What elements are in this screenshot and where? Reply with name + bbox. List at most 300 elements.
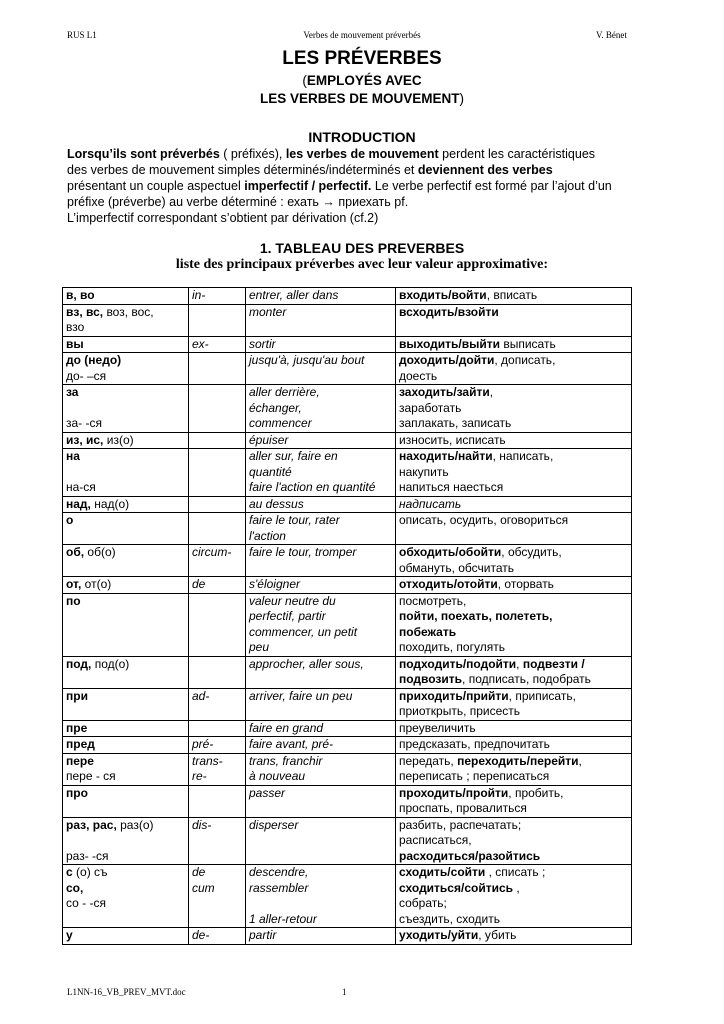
preverb-cell bbox=[63, 593, 189, 656]
cell-text: ad- bbox=[192, 688, 210, 703]
cell-text: faire l'action en quantité bbox=[249, 480, 376, 494]
cell-line bbox=[249, 625, 392, 641]
cell-text: побежать bbox=[399, 624, 457, 639]
cell-line bbox=[399, 609, 628, 625]
cell-text: passer bbox=[249, 785, 286, 800]
intro-text: приехать pf. bbox=[334, 195, 409, 209]
meaning-cell bbox=[246, 336, 396, 353]
cell-line bbox=[399, 545, 628, 561]
cell-line bbox=[399, 737, 628, 753]
table-row bbox=[63, 513, 632, 545]
cell-line bbox=[249, 513, 392, 529]
table-row bbox=[63, 737, 632, 754]
cell-text: (о) съ bbox=[72, 865, 108, 879]
cell-text: доесть bbox=[399, 368, 438, 383]
examples-cell bbox=[396, 785, 632, 817]
cell-line bbox=[66, 689, 185, 705]
examples-cell bbox=[396, 304, 632, 336]
table-row bbox=[63, 928, 632, 945]
table-row bbox=[63, 304, 632, 336]
preverb-cell bbox=[63, 865, 189, 928]
cell-line bbox=[192, 337, 242, 353]
examples-cell bbox=[396, 432, 632, 449]
intro-text: imperfectif / perfectif. bbox=[244, 179, 372, 193]
cell-line bbox=[249, 689, 392, 705]
cell-line bbox=[399, 577, 628, 593]
preverb-cell bbox=[63, 513, 189, 545]
cell-line bbox=[66, 865, 185, 881]
cell-line bbox=[249, 385, 392, 401]
cell-text: расходиться/разойтись bbox=[399, 848, 541, 863]
preverb-cell bbox=[63, 817, 189, 865]
latin-equivalent-cell bbox=[189, 928, 246, 945]
table-row bbox=[63, 593, 632, 656]
preverb-cell bbox=[63, 496, 189, 513]
header-center: Verbes de mouvement préverbés bbox=[303, 30, 421, 40]
table-row bbox=[63, 353, 632, 385]
cell-line bbox=[399, 433, 628, 449]
cell-text: faire en grand bbox=[249, 720, 324, 735]
cell-line bbox=[66, 849, 185, 865]
cell-text: , обсудить, bbox=[501, 545, 562, 559]
cell-text: s'éloigner bbox=[249, 577, 300, 591]
cell-line bbox=[66, 786, 185, 802]
cell-text: подвезти / bbox=[522, 656, 585, 671]
cell-text: approcher, aller sous, bbox=[249, 656, 364, 671]
intro-line bbox=[67, 162, 667, 178]
header-right: V. Bénet bbox=[596, 30, 627, 40]
cell-line bbox=[249, 465, 392, 481]
cell-line bbox=[66, 833, 185, 849]
cell-text: о bbox=[66, 513, 74, 527]
cell-line bbox=[249, 896, 392, 912]
cell-text: выходить/выйти bbox=[399, 336, 501, 351]
cell-line bbox=[66, 320, 185, 336]
latin-equivalent-cell bbox=[189, 720, 246, 737]
cell-text: commencer, un petit bbox=[249, 624, 358, 639]
table-row bbox=[63, 336, 632, 353]
cell-text: disperser bbox=[249, 817, 299, 832]
cell-text: faire le tour, rater bbox=[249, 513, 340, 527]
cell-text: ex- bbox=[192, 336, 209, 351]
cell-text: выписать bbox=[500, 336, 556, 351]
cell-text: подвозить bbox=[399, 672, 463, 686]
latin-equivalent-cell bbox=[189, 656, 246, 688]
table-row bbox=[63, 496, 632, 513]
preverb-cell bbox=[63, 304, 189, 336]
cell-text: trans- bbox=[192, 753, 223, 768]
cell-text: , пробить, bbox=[508, 785, 564, 800]
cell-line bbox=[192, 881, 242, 897]
meaning-cell bbox=[246, 545, 396, 577]
cell-text: , убить bbox=[478, 928, 517, 942]
intro-text: L’imperfectif correspondant s’obtient par dérivation (cf.2) bbox=[67, 211, 379, 225]
intro-text: préfixe (préverbe) au verbe déterminé : ехать bbox=[67, 195, 323, 209]
cell-line bbox=[66, 577, 185, 593]
examples-cell bbox=[396, 928, 632, 945]
table-row bbox=[63, 865, 632, 928]
cell-text: , bbox=[513, 880, 520, 895]
latin-equivalent-cell bbox=[189, 737, 246, 754]
cell-line bbox=[399, 305, 628, 321]
cell-text: , bbox=[578, 753, 582, 768]
latin-equivalent-cell bbox=[189, 432, 246, 449]
intro-text: les verbes de mouvement bbox=[285, 147, 439, 161]
cell-line bbox=[249, 912, 392, 928]
cell-text: вы bbox=[66, 336, 84, 351]
cell-text: valeur neutre du bbox=[249, 593, 336, 608]
footer-filename: L1NN-16_VB_PREV_MVT.doc bbox=[67, 987, 186, 997]
latin-equivalent-cell bbox=[189, 865, 246, 928]
cell-line bbox=[399, 896, 628, 912]
cell-text: заходить/зайти bbox=[399, 385, 490, 399]
cell-line bbox=[249, 818, 392, 834]
cell-text: доходить/дойти bbox=[399, 353, 495, 367]
cell-text: , приписать, bbox=[508, 688, 576, 703]
meaning-cell bbox=[246, 385, 396, 433]
intro-paragraph bbox=[67, 146, 667, 226]
meaning-cell bbox=[246, 496, 396, 513]
subtitle-line-2: LES VERBES DE MOUVEMENT) bbox=[259, 91, 465, 106]
preverb-cell bbox=[63, 928, 189, 945]
latin-equivalent-cell bbox=[189, 817, 246, 865]
section-heading: 1. TABLEAU DES PREVERBES bbox=[259, 240, 465, 256]
examples-cell bbox=[396, 385, 632, 433]
cell-text: descendre, bbox=[249, 865, 309, 879]
cell-text: пред bbox=[66, 737, 95, 751]
meaning-cell bbox=[246, 720, 396, 737]
cell-text: отходить/отойти bbox=[399, 577, 498, 591]
cell-line bbox=[399, 818, 628, 834]
cell-line bbox=[249, 754, 392, 770]
cell-text: со - -ся bbox=[66, 896, 106, 910]
examples-cell bbox=[396, 545, 632, 577]
cell-line bbox=[399, 657, 628, 673]
cell-text: de bbox=[192, 577, 206, 591]
cell-line bbox=[249, 769, 392, 785]
cell-line bbox=[249, 529, 392, 545]
cell-text: переходить/перейти bbox=[457, 753, 579, 768]
cell-text: partir bbox=[249, 928, 277, 942]
intro-line bbox=[67, 178, 667, 194]
cell-line bbox=[399, 833, 628, 849]
cell-text: de bbox=[192, 865, 206, 879]
cell-text: arriver, faire un peu bbox=[249, 688, 353, 703]
intro-text: → bbox=[322, 195, 335, 209]
intro-text: des verbes de mouvement simples déterminés/indéterminés et bbox=[67, 163, 418, 177]
cell-line bbox=[66, 721, 185, 737]
cell-line bbox=[66, 465, 185, 481]
cell-text: раз- -ся bbox=[66, 848, 109, 863]
cell-text: пере - ся bbox=[66, 769, 116, 783]
cell-line bbox=[399, 480, 628, 496]
meaning-cell bbox=[246, 304, 396, 336]
cell-line bbox=[192, 928, 242, 944]
cell-text: под(о) bbox=[91, 656, 130, 671]
cell-line bbox=[192, 288, 242, 304]
cell-text: , оторвать bbox=[497, 577, 554, 591]
cell-line bbox=[192, 577, 242, 593]
cell-line bbox=[249, 337, 392, 353]
preverb-cell bbox=[63, 577, 189, 594]
cell-line bbox=[249, 480, 392, 496]
cell-text: circum- bbox=[192, 545, 232, 559]
table-row bbox=[63, 785, 632, 817]
cell-line bbox=[399, 625, 628, 641]
cell-text: приходить/прийти bbox=[399, 688, 509, 703]
cell-text: jusqu'à, jusqu'au bout bbox=[249, 353, 365, 367]
cell-line bbox=[399, 513, 628, 529]
cell-text: l'action bbox=[249, 528, 286, 543]
examples-cell bbox=[396, 496, 632, 513]
meaning-cell bbox=[246, 656, 396, 688]
cell-text: обходить/обойти bbox=[399, 545, 502, 559]
cell-line bbox=[399, 401, 628, 417]
cell-line bbox=[399, 594, 628, 610]
meaning-cell bbox=[246, 928, 396, 945]
intro-text: présentant un couple aspectuel bbox=[67, 179, 245, 193]
cell-line bbox=[66, 769, 185, 785]
meaning-cell bbox=[246, 432, 396, 449]
cell-line bbox=[399, 288, 628, 304]
cell-text: об, bbox=[66, 545, 85, 559]
cell-text: передать, bbox=[399, 753, 458, 768]
cell-line bbox=[399, 769, 628, 785]
cell-text: pré- bbox=[192, 737, 214, 751]
cell-line bbox=[66, 545, 185, 561]
cell-line bbox=[249, 657, 392, 673]
meaning-cell bbox=[246, 513, 396, 545]
cell-text: уходить/уйти bbox=[399, 928, 479, 942]
examples-cell bbox=[396, 865, 632, 928]
table-caption: liste des principaux préverbes avec leur valeur approximative: bbox=[175, 257, 549, 272]
cell-text: échanger, bbox=[249, 400, 302, 415]
cell-text: сходить/сойти bbox=[399, 865, 486, 879]
cell-text: заработать bbox=[399, 400, 462, 415]
examples-cell bbox=[396, 753, 632, 785]
table-row bbox=[63, 720, 632, 737]
cell-line bbox=[66, 353, 185, 369]
cell-line bbox=[66, 305, 185, 321]
cell-line bbox=[66, 480, 185, 496]
cell-line bbox=[249, 865, 392, 881]
meaning-cell bbox=[246, 753, 396, 785]
cell-text: при bbox=[66, 688, 88, 703]
cell-text: , вписать bbox=[486, 288, 538, 302]
cell-text: съездить, сходить bbox=[399, 911, 500, 926]
table-row bbox=[63, 817, 632, 865]
cell-line bbox=[66, 737, 185, 753]
cell-line bbox=[399, 865, 628, 881]
preverb-cell bbox=[63, 785, 189, 817]
cell-line bbox=[249, 401, 392, 417]
cell-text: trans, franchir bbox=[249, 753, 323, 768]
examples-cell bbox=[396, 688, 632, 720]
cell-line bbox=[249, 640, 392, 656]
cell-text: воз, вос, bbox=[103, 304, 154, 319]
intro-heading: INTRODUCTION bbox=[308, 129, 416, 145]
latin-equivalent-cell bbox=[189, 513, 246, 545]
examples-cell bbox=[396, 577, 632, 594]
meaning-cell bbox=[246, 785, 396, 817]
preverb-cell bbox=[63, 288, 189, 305]
cell-text: приоткрыть, присесть bbox=[399, 704, 521, 718]
latin-equivalent-cell bbox=[189, 336, 246, 353]
cell-text: проходить/пройти bbox=[399, 785, 509, 800]
cell-line bbox=[399, 353, 628, 369]
cell-line bbox=[66, 754, 185, 770]
cell-line bbox=[399, 497, 628, 513]
cell-text: заплакать, записать bbox=[399, 416, 512, 430]
cell-text: сходиться/сойтись bbox=[399, 880, 514, 895]
cell-text: по bbox=[66, 593, 81, 608]
cell-line bbox=[249, 594, 392, 610]
cell-text: предсказать, предпочитать bbox=[399, 737, 550, 751]
cell-text: над(о) bbox=[90, 496, 130, 511]
latin-equivalent-cell bbox=[189, 496, 246, 513]
cell-line bbox=[66, 449, 185, 465]
cell-line bbox=[399, 385, 628, 401]
preverb-cell bbox=[63, 385, 189, 433]
cell-line bbox=[66, 881, 185, 897]
preverb-cell bbox=[63, 449, 189, 497]
cell-text: напиться наесться bbox=[399, 480, 504, 494]
table-row bbox=[63, 449, 632, 497]
intro-text: Lorsqu’ils sont préverbés bbox=[67, 147, 220, 161]
intro-line bbox=[67, 210, 667, 226]
meaning-cell bbox=[246, 593, 396, 656]
cell-line bbox=[399, 672, 628, 688]
preverb-cell bbox=[63, 688, 189, 720]
examples-cell bbox=[396, 720, 632, 737]
cell-text: cum bbox=[192, 880, 215, 895]
examples-cell bbox=[396, 336, 632, 353]
meaning-cell bbox=[246, 577, 396, 594]
cell-text: , подписать, подобрать bbox=[462, 672, 591, 686]
cell-line bbox=[399, 449, 628, 465]
examples-cell bbox=[396, 353, 632, 385]
examples-cell bbox=[396, 288, 632, 305]
cell-text: rassembler bbox=[249, 880, 309, 895]
cell-line bbox=[66, 416, 185, 432]
table-row bbox=[63, 577, 632, 594]
cell-line bbox=[399, 928, 628, 944]
cell-text: aller sur, faire en bbox=[249, 449, 338, 463]
cell-line bbox=[249, 786, 392, 802]
table-row bbox=[63, 288, 632, 305]
cell-text: aller derrière, bbox=[249, 385, 320, 399]
cell-line bbox=[66, 928, 185, 944]
latin-equivalent-cell bbox=[189, 353, 246, 385]
cell-line bbox=[399, 561, 628, 577]
cell-line bbox=[249, 288, 392, 304]
preverb-table bbox=[62, 287, 632, 945]
cell-line bbox=[399, 881, 628, 897]
cell-line bbox=[399, 849, 628, 865]
cell-text: раз(о) bbox=[116, 817, 154, 832]
cell-text: от(о) bbox=[81, 577, 112, 591]
cell-text: преувеличить bbox=[399, 720, 476, 735]
cell-text: над, bbox=[66, 496, 91, 511]
cell-text: под, bbox=[66, 656, 92, 671]
cell-line bbox=[399, 801, 628, 817]
cell-line bbox=[249, 881, 392, 897]
cell-line bbox=[399, 465, 628, 481]
cell-line bbox=[399, 337, 628, 353]
cell-line bbox=[66, 401, 185, 417]
table-row bbox=[63, 545, 632, 577]
preverb-cell bbox=[63, 336, 189, 353]
cell-text: за bbox=[66, 385, 79, 399]
cell-text: обмануть, обсчитать bbox=[399, 560, 515, 575]
cell-line bbox=[249, 353, 392, 369]
cell-text: на-ся bbox=[66, 480, 96, 494]
cell-line bbox=[399, 912, 628, 928]
cell-text: re- bbox=[192, 769, 207, 783]
cell-line bbox=[249, 497, 392, 513]
cell-text: из(о) bbox=[103, 432, 134, 447]
latin-equivalent-cell bbox=[189, 785, 246, 817]
cell-line bbox=[399, 369, 628, 385]
cell-line bbox=[192, 865, 242, 881]
cell-text: quantité bbox=[249, 464, 292, 479]
cell-text: , дописать, bbox=[494, 353, 556, 367]
page-number: 1 bbox=[342, 987, 347, 997]
latin-equivalent-cell bbox=[189, 288, 246, 305]
cell-line bbox=[399, 640, 628, 656]
cell-text: пре bbox=[66, 720, 88, 735]
intro-line bbox=[67, 194, 667, 210]
examples-cell bbox=[396, 513, 632, 545]
preverb-cell bbox=[63, 737, 189, 754]
cell-text: , bbox=[516, 656, 523, 671]
intro-line bbox=[67, 146, 667, 162]
header-left: RUS L1 bbox=[67, 30, 97, 40]
cell-line bbox=[66, 433, 185, 449]
cell-text: от, bbox=[66, 577, 82, 591]
cell-text: описать, осудить, оговориться bbox=[399, 513, 569, 527]
cell-text: пере bbox=[66, 753, 94, 768]
cell-line bbox=[192, 754, 242, 770]
intro-text: Le verbe perfectif est formé par l’ajout d’un bbox=[371, 179, 612, 193]
cell-text: dis- bbox=[192, 817, 212, 832]
meaning-cell bbox=[246, 353, 396, 385]
cell-line bbox=[66, 288, 185, 304]
cell-line bbox=[249, 721, 392, 737]
cell-line bbox=[399, 786, 628, 802]
cell-line bbox=[66, 657, 185, 673]
cell-line bbox=[66, 337, 185, 353]
cell-text: переписать ; переписаться bbox=[399, 769, 550, 783]
cell-text: sortir bbox=[249, 336, 276, 351]
cell-line bbox=[66, 385, 185, 401]
table-row bbox=[63, 753, 632, 785]
table-row bbox=[63, 688, 632, 720]
latin-equivalent-cell bbox=[189, 753, 246, 785]
meaning-cell bbox=[246, 817, 396, 865]
meaning-cell bbox=[246, 288, 396, 305]
cell-line bbox=[249, 737, 392, 753]
preverb-cell bbox=[63, 432, 189, 449]
cell-text: накупить bbox=[399, 464, 449, 479]
page-title: LES PRÉVERBES bbox=[282, 48, 442, 69]
cell-text: с bbox=[66, 865, 73, 879]
meaning-cell bbox=[246, 737, 396, 754]
cell-text: об(о) bbox=[84, 545, 116, 559]
cell-line bbox=[249, 545, 392, 561]
cell-text: , написать, bbox=[492, 449, 554, 463]
meaning-cell bbox=[246, 449, 396, 497]
